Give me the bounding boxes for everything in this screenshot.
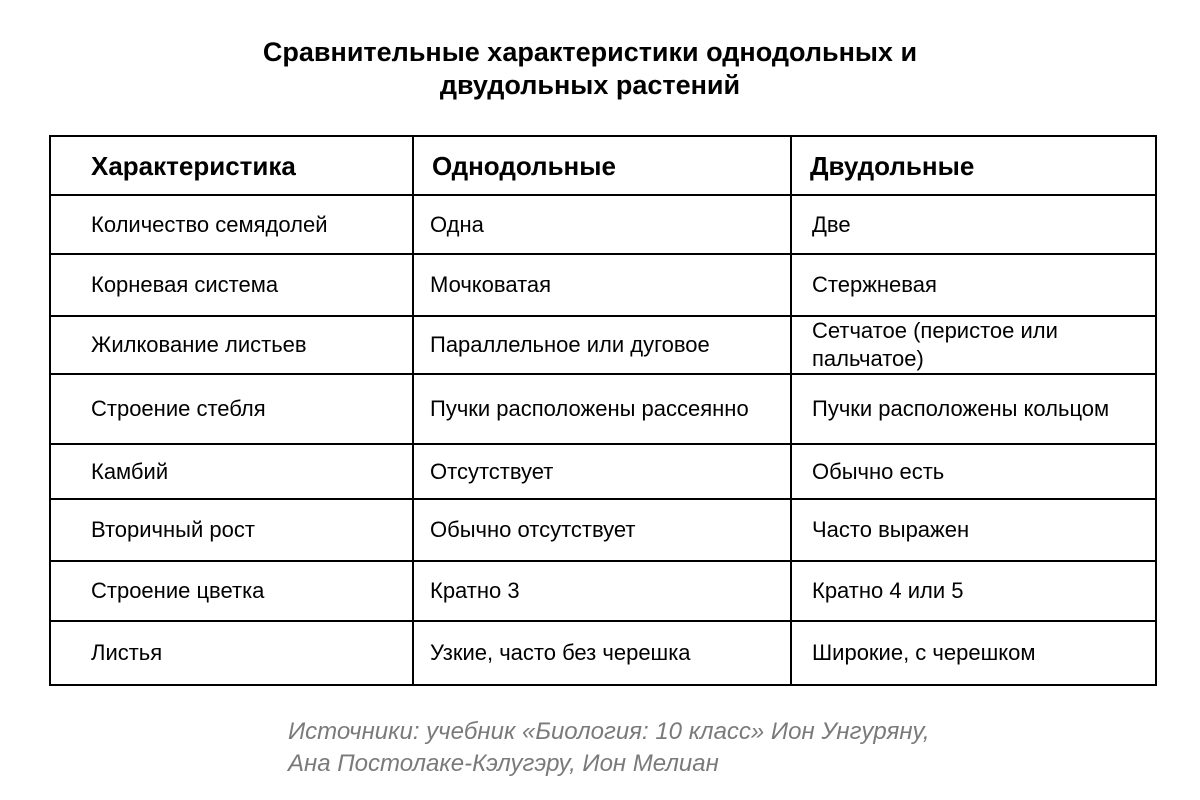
table-header-row bbox=[50, 136, 1156, 195]
cell-characteristic: Листья bbox=[50, 621, 413, 685]
table-row bbox=[50, 374, 1156, 444]
source-citation bbox=[288, 716, 1008, 780]
table-row bbox=[50, 621, 1156, 685]
title-line-2: двудольных растений bbox=[439, 70, 741, 100]
cell-dicots: Сетчатое (перистое или пальчатое) bbox=[791, 316, 1156, 374]
cell-characteristic: Вторичный рост bbox=[50, 499, 413, 561]
cell-monocots: Кратно 3 bbox=[413, 561, 791, 621]
source-line-1: Источники: учебник «Биология: 10 класс» Ион Унгуряну, bbox=[288, 718, 930, 745]
cell-monocots: Отсутствует bbox=[413, 444, 791, 499]
cell-monocots: Одна bbox=[413, 195, 791, 254]
cell-dicots: Стержневая bbox=[791, 254, 1156, 316]
header-dicots: Двудольные bbox=[791, 136, 1156, 195]
cell-dicots: Часто выражен bbox=[791, 499, 1156, 561]
title-line-1: Сравнительные характеристики однодольных и bbox=[262, 37, 918, 67]
cell-characteristic: Строение цветка bbox=[50, 561, 413, 621]
table-row bbox=[50, 254, 1156, 316]
cell-dicots: Две bbox=[791, 195, 1156, 254]
table-row bbox=[50, 195, 1156, 254]
page-title bbox=[0, 36, 1180, 102]
table-row bbox=[50, 499, 1156, 561]
table-row bbox=[50, 316, 1156, 374]
cell-monocots: Пучки расположены рассеянно bbox=[413, 374, 791, 444]
source-line-2: Ана Постолаке-Кэлугэру, Ион Мелиан bbox=[288, 750, 719, 777]
cell-characteristic: Жилкование листьев bbox=[50, 316, 413, 374]
header-monocots: Однодольные bbox=[413, 136, 791, 195]
cell-dicots: Пучки расположены кольцом bbox=[791, 374, 1156, 444]
cell-characteristic: Строение стебля bbox=[50, 374, 413, 444]
cell-monocots: Параллельное или дуговое bbox=[413, 316, 791, 374]
cell-dicots: Обычно есть bbox=[791, 444, 1156, 499]
cell-monocots: Узкие, часто без черешка bbox=[413, 621, 791, 685]
cell-dicots: Широкие, с черешком bbox=[791, 621, 1156, 685]
header-characteristic: Характеристика bbox=[50, 136, 413, 195]
table-row bbox=[50, 444, 1156, 499]
cell-monocots: Обычно отсутствует bbox=[413, 499, 791, 561]
cell-characteristic: Количество семядолей bbox=[50, 195, 413, 254]
table-row bbox=[50, 561, 1156, 621]
cell-characteristic: Корневая система bbox=[50, 254, 413, 316]
cell-dicots: Кратно 4 или 5 bbox=[791, 561, 1156, 621]
cell-characteristic: Камбий bbox=[50, 444, 413, 499]
cell-monocots: Мочковатая bbox=[413, 254, 791, 316]
comparison-table bbox=[49, 135, 1157, 686]
